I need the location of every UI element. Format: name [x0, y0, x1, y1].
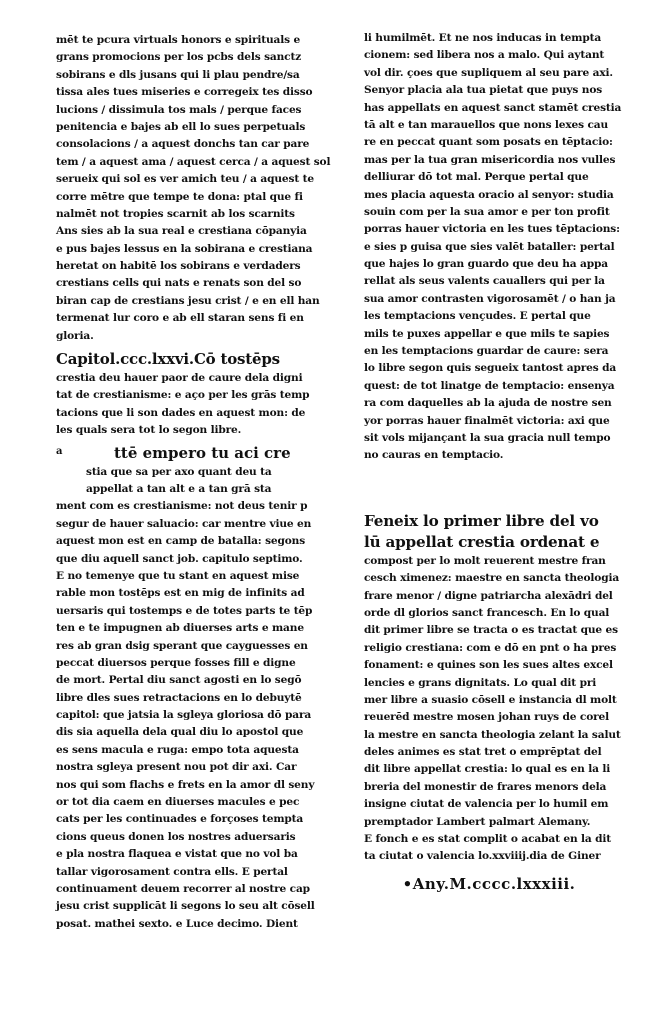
text-line: breria del monestir de frares menors dela — [364, 780, 607, 793]
text-line: stia que sa per axo quant deu ta — [86, 465, 272, 478]
text-line: mils te puxes appellar e que mils te sapies — [364, 327, 610, 340]
text-line: compost per lo molt reuerent mestre fran — [364, 554, 606, 567]
text-line: lo libre segon quis segueix tantost apres da — [364, 362, 617, 375]
text-line: delliurar dō tot mal. Perque pertal que — [364, 171, 589, 184]
colophon-heading — [364, 511, 614, 553]
text-line: es sens macula e ruga: empo tota aquesta — [56, 743, 299, 756]
text-line: Ans sies ab la sua real e crestiana cōpanyia — [56, 225, 307, 238]
left-bottom-block — [56, 498, 315, 933]
text-line: nos qui som flachs e frets en la amor dl seny — [56, 778, 315, 791]
text-line: mas per la tua gran misericordia nos vulles — [364, 153, 616, 166]
text-line: sua amor contrasten vigorosamēt / o han ja — [364, 292, 616, 305]
text-line: continuament deuem recorrer al nostre cap — [56, 882, 310, 895]
chapter-heading: Capitol.ccc.lxxvi.Cō tostēps — [56, 350, 280, 369]
text-line: dit primer libre se tracta o es tractat que es — [364, 624, 618, 637]
text-line: lū appellat crestia ordenat e — [364, 532, 600, 551]
text-line: e pla nostra flaquea e vistat que no vol ba — [56, 848, 298, 861]
text-line: tallar vigorosament contra ells. E pertal — [56, 865, 288, 878]
colophon-date: •Any.M.cccc.lxxxiii. — [402, 874, 576, 893]
text-line: sit vols mijançant la sua gracia null tempo — [364, 431, 611, 444]
text-line: mer libre a suasio cōsell e instancia dl molt — [364, 693, 617, 706]
text-line: aquest mon est en camp de batalla: segons — [56, 535, 306, 548]
text-line: heretat on habitē los sobirans e verdaders — [56, 260, 301, 273]
text-line: rellat als seus valents cauallers qui per la — [364, 275, 605, 288]
text-line: ra com daquelles ab la ajuda de nostre sen — [364, 397, 612, 410]
text-line: que hajes lo gran guardo que deu ha appa — [364, 258, 608, 271]
text-line: segur de hauer saluacio: car mentre viue en — [56, 517, 312, 530]
text-line: orde dl glorios sanct francesch. En lo qual — [364, 606, 610, 619]
text-line: E fonch e es stat complit o acabat en la dit — [364, 833, 612, 846]
text-line: les quals sera tot lo segon libre. — [56, 424, 242, 437]
text-line: tacions que li son dades en aquest mon: de — [56, 406, 306, 419]
text-line: mes placia aquesta oracio al senyor: studia — [364, 188, 614, 201]
text-line: tissa ales tues miseries e corregeix tes disso — [56, 86, 313, 99]
chapter-summary — [56, 370, 310, 440]
text-line: penitencia e bajes ab ell lo sues perpetuals — [56, 120, 306, 133]
text-line: serueix qui sol es ver amich teu / a aquest te — [56, 173, 314, 186]
text-line: has appellats en aquest sanct stamēt crestia — [364, 101, 622, 114]
text-line: nalmēt not tropies scarnit ab los scarnits — [56, 207, 295, 220]
text-line: termenat lur coro e ab ell staran sens fi en — [56, 312, 304, 325]
text-line: cats per les continuades e forçoses tempta — [56, 813, 304, 826]
text-line: consolacions / a aquest donchs tan car pare — [56, 138, 310, 151]
text-line: cions queus donen los nostres aduersaris — [56, 830, 296, 843]
text-line: insigne ciutat de valencia per lo humil em — [364, 798, 609, 811]
text-line: que diu aquell sanct job. capitulo septimo. — [56, 552, 303, 565]
text-line: deles animes es stat tret o emprēptat del — [364, 746, 602, 759]
text-line: res ab gran dsig sperant que cayguesses en — [56, 639, 308, 652]
text-line: e sies p guisa que sies valēt bataller: pertal — [364, 240, 615, 253]
text-line: en les temptacions guardar de caure: sera — [364, 345, 609, 358]
text-line: porras hauer victoria en les tues tēptacions: — [364, 223, 620, 236]
text-line: lucions / dissimula tos mals / perque faces — [56, 103, 302, 116]
text-line: Feneix lo primer libre del vo — [364, 511, 599, 530]
text-line: fonament: e quines son les sues altes excel — [364, 659, 613, 672]
text-line: no cauras en temptacio. — [364, 449, 504, 462]
text-line: les temptacions vençudes. E pertal que — [364, 310, 591, 323]
text-line: de mort. Pertal diu sanct agosti en lo segō — [56, 674, 302, 687]
left-top-block — [56, 32, 331, 345]
guide-letter: a — [56, 445, 63, 457]
text-line: dit libre appellat crestia: lo qual es en la li — [364, 763, 611, 776]
text-line: cionem: sed libera nos a malo. Qui aytant — [364, 49, 605, 62]
text-line: religio crestiana: com e dō en pnt o ha pres — [364, 641, 617, 654]
text-line: biran cap de crestians jesu crist / e en ell han — [56, 294, 320, 307]
text-line: e pus bajes lessus en la sobirana e crestiana — [56, 242, 313, 255]
colophon-body — [364, 553, 621, 866]
text-line: posat. mathei sexto. e Luce decimo. Dient — [56, 917, 298, 930]
left-column — [56, 32, 331, 933]
text-line: ment com es crestianisme: not deus tenir p — [56, 500, 308, 513]
section-gap — [364, 465, 614, 511]
text-line: jesu crist supplicāt li segons lo seu alt cōsell — [56, 900, 315, 913]
text-line: uersaris qui tostemps e de totes parts te tēp — [56, 604, 313, 617]
text-line: tat de crestianisme: e aço per les grās temp — [56, 389, 310, 402]
text-line: frare menor / digne patriarcha alexādri del — [364, 589, 613, 602]
text-line: corre mētre que tempe te dona: ptal que fi — [56, 190, 303, 203]
text-line: rable mon tostēps est en mig de infinits ad — [56, 587, 305, 600]
text-line: souin com per la sua amor e per ton profit — [364, 205, 610, 218]
text-line: crestians cells qui nats e renats son del so — [56, 277, 302, 290]
text-line: premptador Lambert palmart Alemany. — [364, 815, 591, 828]
text-line: or tot dia caem en diuerses macules e pec — [56, 796, 300, 809]
text-line: capitol: que jatsia la sgleya gloriosa dō para — [56, 709, 312, 722]
text-line: cesch ximenez: maestre en sancta theologia — [364, 572, 620, 585]
text-line: Senyor placia ala tua pietat que puys nos — [364, 84, 603, 97]
right-column — [364, 30, 622, 896]
text-line: nostra sgleya present nou pot dir axi. Car — [56, 761, 297, 774]
indented-block — [56, 464, 302, 499]
initial-line: ttē empero tu aci cre — [114, 443, 291, 462]
text-line: tā alt e tan marauellos que nons lexes cau — [364, 118, 609, 131]
text-line: appellat a tan alt e a tan grā sta — [86, 482, 272, 495]
text-line: ten e te impugnen ab diuerses arts e mane — [56, 622, 304, 635]
text-line: reuerēd mestre mosen johan ruys de corel — [364, 711, 610, 724]
text-line: vol dir. çoes que supliquem al seu pare axi. — [364, 66, 613, 79]
text-line: quest: de tot linatge de temptacio: ensenya — [364, 379, 615, 392]
text-line: crestia deu hauer paor de caure dela digni — [56, 372, 303, 385]
text-line: E no temenye que tu stant en aquest mise — [56, 569, 300, 582]
text-line: lencies e grans dignitats. Lo qual dit pri — [364, 676, 597, 689]
text-line: tem / a aquest ama / aquest cerca / a aquest sol — [56, 155, 331, 168]
text-line: yor porras hauer finalmēt victoria: axi que — [364, 414, 610, 427]
text-line: mēt te pcura virtuals honors e spirituals e — [56, 34, 301, 46]
text-line: li humilmēt. Et ne nos inducas in tempta — [364, 32, 602, 44]
text-line: sobirans e dls jusans qui li plau pendre/sa — [56, 68, 300, 81]
text-line: dis sia aquella dela qual diu lo apostol que — [56, 726, 304, 739]
chapter-opening-line — [56, 442, 302, 464]
text-line: gloria. — [56, 329, 94, 342]
text-line: la mestre en sancta theologia zelant la salut — [364, 728, 621, 741]
right-text-block — [364, 30, 622, 465]
text-line: re en peccat quant som posats en tēptacio: — [364, 136, 613, 149]
text-line: peccat diuersos perque fosses fill e digne — [56, 656, 296, 669]
text-line: ta ciutat o valencia lo.xxviiij.dia de Giner — [364, 850, 601, 863]
text-line: grans promocions per los pcbs dels sanctz — [56, 51, 302, 64]
text-line: libre dles sues retractacions en lo debuytē — [56, 691, 302, 704]
